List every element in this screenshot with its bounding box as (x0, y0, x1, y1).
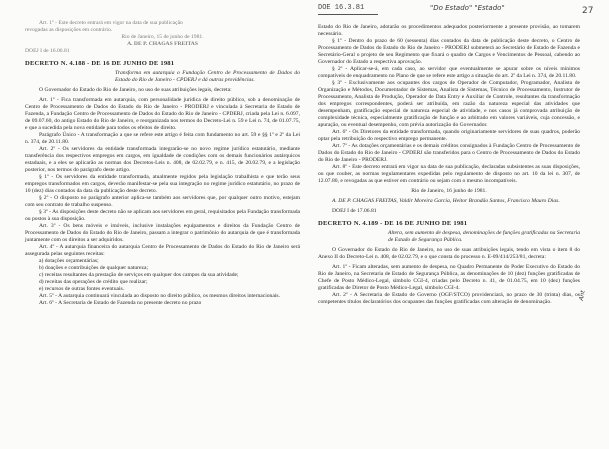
handwritten-annotation: "Do Estado" "Estado" (430, 4, 505, 12)
article: Art. 6º - Os Diretores da entidade transformada, quando originariamente servidores de suas quadros, poderão optar pela retribuição do respectivo emprego permanente. (318, 129, 580, 142)
decree-title: DECRETO N. 4.189 - DE 16 DE JUNHO DE 1981 (318, 220, 468, 227)
article: Parágrafo Único - A transformação a que se refere este artigo é feita com fundamento no art. 59 e §§ 1º e 2º da Lei n. 374, de 20.11.80. (25, 132, 300, 145)
article: § 1º - Os servidores da entidade transformada, atualmente regidos pela legislação trabalhista e que terão seus empregos transformados em cargos, deverão manifestar-se pela sua integração no regime jurídico estatutário, no prazo de 10 (dez) dias contados da data da publicação deste decreto. (25, 174, 300, 194)
handwritten-margin-note: Ant (578, 289, 587, 302)
handwritten-underline (318, 14, 378, 15)
article: Art. 8º - Este decreto entrará em vigor na data de sua publicação, declaradas subsistentes as suas disposições, ou que couber, as normas regulamentares expedidas pelo regulamento de disposto no art. 10 da lei n. 307, de 12.07.80, e revogadas as que estiver em contrário ou sejam com o mesmo incompatíveis. (318, 164, 580, 184)
list-item: c) receitas resultantes da prestação de serviços em qualquer dos campos da sua atividade; (39, 272, 239, 278)
left-column (25, 20, 300, 307)
article: Art. 1º - Fica transformada em autarquia, com personalidade jurídica de direito público, sob a denominação de Centro de Processamento de Dados do Estado do Rio de Janeiro - PRODERJ e vinculada à Secretaria de Estado de Fazenda, a Fundação Centro de Processamento de Dados do Estado do Rio de Janeiro - CPDERJ, criada pela Lei n. 6.097, de 09.07.60, do antigo Estado do Rio de Janeiro, e reorganizada nos termos do Decreto-Lei n. 59 e Lei n. 74, de 01.07.75, e que a sucedida pela nova entidade para todos os efeitos de direito. (25, 97, 300, 131)
decree-summary: Altera, sem aumento de despesa, denominações de funções gratificadas na Secretaria de Estado de Segurança Pública. (388, 230, 580, 243)
article: Estado do Rio de Janeiro, adotarão os procedimentos adequados posteriormente a presente provisão, ao tomarem necessário. (318, 24, 580, 37)
text-line: A. DE P. CHAGAS FREITAS (127, 41, 198, 47)
article: Art. 2º - Os servidores da entidade transformada integrarão-se no novo regime jurídico estatutário, mediante transferência dos respectivos empregos em cargos, em igualdade de condições com os demais funcionários autárquicos estaduais, e a eles se aplicarão as normas dos Decretos-Leis n. 408, de 02.02.79, e n. 415, de 20.02.79, e a legislação posterior, nos termos do parágrafo deste artigo. (25, 146, 300, 173)
article: § 2º - O disposto no parágrafo anterior aplica-se também aos servidores que, por qualquer outro motivo, estejam com seu contrato de trabalho suspenso. (25, 195, 300, 208)
text-line: Art. 1º - Este decreto entrará em vigor na data de sua publicação (39, 20, 183, 26)
article: Art. 6º - A Secretaria de Estado de Fazenda no presente decreto no prazo (39, 300, 202, 306)
article: Art. 3º - Os bens móveis e imóveis, inclusive instalações equipamentos e direitos da Fundação Centro de Processamento de Dados do Estado do Rio de Janeiro, passam a integrar o patrimônio do autarquia de que é transformada juntamente com os direitos a ser adquiridos. (25, 223, 300, 243)
decree-opening: O Governador do Estado do Rio de Janeiro, no uso de suas atribuições legais, tendo em vista o item 8 do Anexo II do Decreto-Lei n. 408, de 02.02.79, e o que consta do processo n. E-09/414/253/81, decreta: (318, 247, 580, 260)
decree-opening: O Governador do Estado do Rio de Janeiro, no uso de suas atribuições legais, decreta: (39, 87, 232, 93)
text-line: revogadas as disposições em contrário. (25, 27, 113, 33)
article: Art. 4º - A autarquia financeira do autarquia Centro de Processamento de Dados do Estado do Rio de Janeiro será assegurada pelas seguintes receitas: (25, 244, 300, 257)
signatures: A. DE P. CHAGAS FREITAS, Valdir Moreira Garcia, Heitor Brandão Santos, Francisco Mauro Dias. (332, 198, 560, 204)
text-line: DOEJ I de 16.06.81 (25, 48, 70, 54)
page-number: 27 (582, 6, 594, 16)
place-date: Rio de Janeiro, 16 junho de 1981. (411, 188, 487, 194)
publication-ref: DOEJ I de 17.06.81 (332, 208, 377, 214)
article: Art. 1º - Ficam alteradas, sem aumento de despesa, no Quadro Permanente do Poder Executivo do Estado do Rio de Janeiro, na Secretaria de Estado de Segurança Pública, as denominações de 10 (dez) funções gratificadas de Chefe de Posto Médico-Legal, símbolo CGI-4, criadas pelo Decreto n. 41, de 01.04.75, em 10 (dez) funções gratificadas de Diretor de Posto Médico-Legal, símbolo CGI-4. (318, 264, 580, 291)
article: Art. 2º - A Secretaria de Estado de Governo (OGF/STCO) providenciará, no prazo de 30 (trinta) dias, os competentes títulos declaratórios dos ocupantes das funções gratificadas com alteração de denominação. (318, 292, 580, 305)
decree-summary: Transforma em autarquia o Fundação Centro de Processamento de Dados do Estado do Rio de Janeiro - CPDERJ e dá outras providências. (115, 70, 300, 83)
list-item: d) receitas das operações de crédito que realizar; (39, 279, 148, 285)
list-item: e) recursos de outras fontes eventuais. (39, 286, 125, 292)
handwritten-doe-stamp: DOE 16.3.81 (318, 4, 365, 12)
list-item: a) dotações orçamentárias; (39, 258, 99, 264)
article: § 3º - Exclusivamente aos ocupantes dos cargos de Operador de Computador, Programador, Analista de Organização e Métodos, Documentador de Sistemas, Analista de Sistemas, Técnico de Processamento, Instrutor de Processamento, Analista de Produção, Operador de Data Entry e Auxiliar de Controle, resultantes da transformação dos empregos correspondentes, poderá ser atribuída, em razão da natureza especial das atividades que desempenham, gratificação especial de natureza especial de atividade, e nos casos já comprovada atribuição de complexidade técnica, especialmente gratificação de função e ao arbitrado em valores variáveis, cuja concessão, e apuração, ou eventual desempenho, com prévia autorização do Governador. (318, 80, 580, 128)
article: § 2º - Aplicar-se-á, em cada caso, ao servidor que eventualmente se apurar sobre os níveis mínimos compatíveis de enquadramento no Plano de que se refere este artigo a situação do art. 2º da Lei n. 374, de 20.11.80. (318, 66, 580, 79)
list-item: b) doações e contribuições de qualquer natureza; (39, 265, 149, 271)
article: Art. 7º - As dotações orçamentárias e os demais créditos consignados à Fundação Centro de Processamento de Dados do Estado do Rio de Janeiro - CPDERJ são transferidos para o Centro de Processamento de Dados do Estado do Rio de Janeiro - PRODERJ. (318, 143, 580, 163)
previous-decree-tail (25, 20, 300, 55)
decree-title: DECRETO N. 4.188 - DE 16 DE JUNHO DE 1981 (25, 60, 175, 67)
text-line: Rio de Janeiro, 15 de junho de 1981. (121, 34, 204, 40)
article: Art. 5º - A autarquia continuará vinculada ao disposto no direito público, os mesmos direitos internacionais. (39, 293, 280, 299)
right-column (318, 24, 580, 306)
article: § 1º - Dentro do prazo de 60 (sessenta) dias contados da data de publicação deste decreto, o Centro de Processamento de Dados do Estado do Rio de Janeiro - PRODERJ submeterá ao Secretário de Estado de Fazenda e Secretário-Geral o projeto de seu Regimento que fixará o quadro de Cargos e Vencimentos de Pessoal, cabendo ao Governador do Estado a respectiva aprovação. (318, 38, 580, 65)
article: § 3º - As disposições deste decreto não se aplicam aos servidores em geral, requisitados pela Fundação transformada ou postos à sua disposição. (25, 209, 300, 222)
